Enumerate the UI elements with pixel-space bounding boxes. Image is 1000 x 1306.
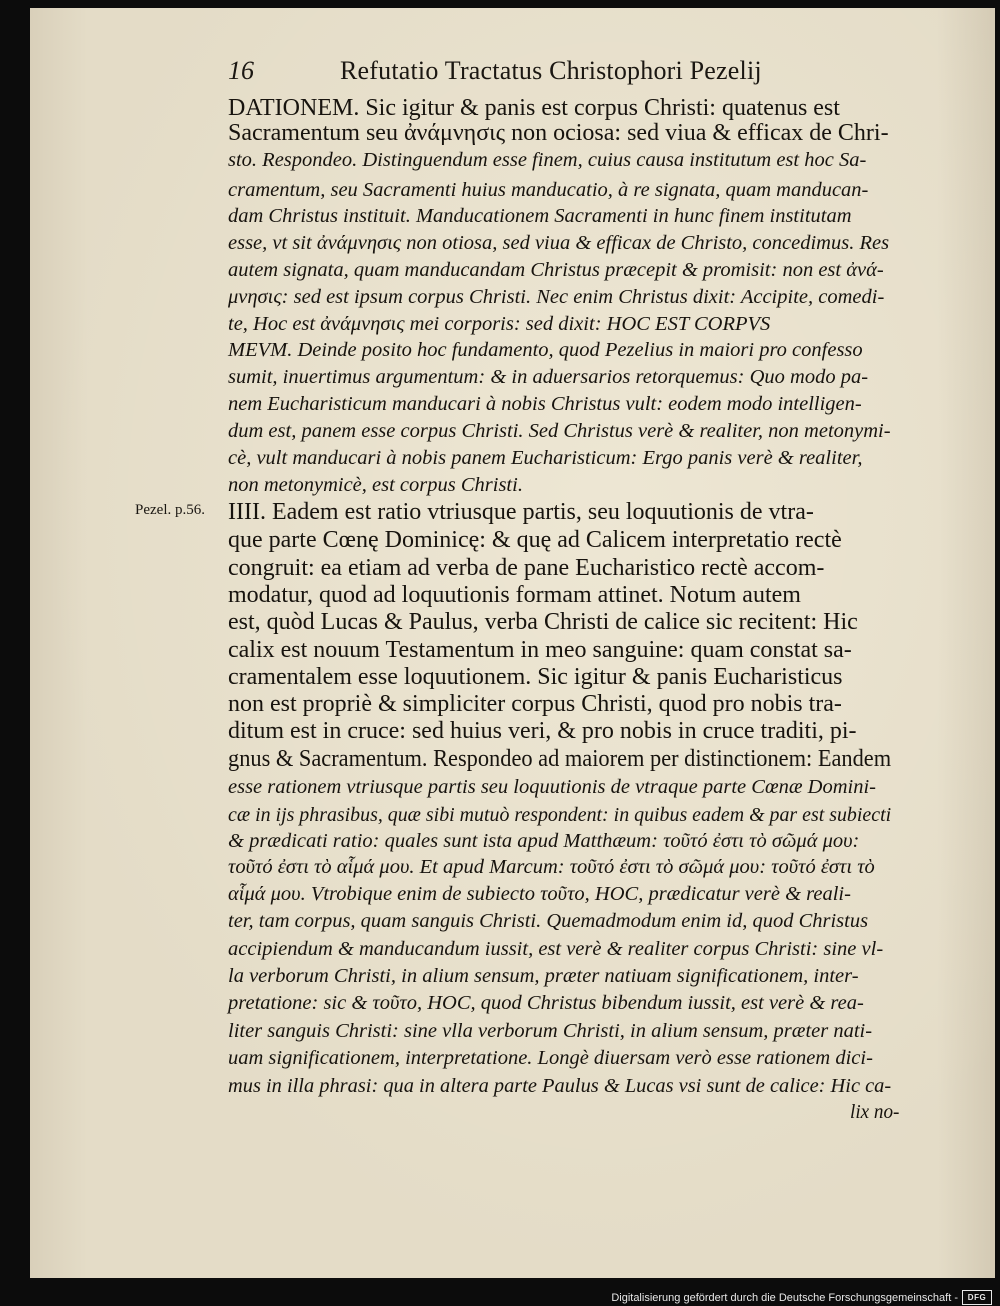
text-line: & prædicati ratio: quales sunt ista apud Matthæum: τοῦτό ἐστι τὸ σῶμά μου:: [228, 830, 860, 852]
text-line: cæ in ijs phrasibus, quæ sibi mutuò respondent: in quibus eadem & par est subiecti: [228, 804, 892, 826]
text-line: ter, tam corpus, quam sanguis Christi. Quemadmodum enim id, quod Christus: [228, 910, 869, 932]
text-line: esse rationem vtriusque partis seu loquutionis de vtraque parte Cœnæ Domini-: [228, 776, 876, 798]
text-line: dum est, panem esse corpus Christi. Sed Christus verè & realiter, non metonymi-: [228, 420, 891, 442]
text-line: μνησις: sed est ipsum corpus Christi. Nec enim Christus dixit: Accipite, comedi-: [228, 286, 885, 308]
text-line: esse, vt sit ἀνάμνησις non otiosa, sed viua & efficax de Christo, concedimus. Res: [228, 232, 890, 254]
text-line: sto. Respondeo. Distinguendum esse finem, cuius causa institutum est hoc Sa-: [228, 149, 867, 171]
dfg-logo: DFG: [962, 1290, 992, 1305]
text-line: non est propriè & simpliciter corpus Christi, quod pro nobis tra-: [228, 691, 842, 717]
text-line: gnus & Sacramentum. Respondeo ad maiorem per distinctionem: Eandem: [228, 746, 892, 772]
text-line: non metonymicè, est corpus Christi.: [228, 474, 523, 496]
text-line: cramentalem esse loquutionem. Sic igitur & panis Eucharisticus: [228, 664, 843, 690]
page-number: 16: [228, 56, 254, 85]
text-line: pretatione: sic & τοῦτο, HOC, quod Christus bibendum iussit, est verè & rea-: [228, 992, 864, 1014]
text-line: accipiendum & manducandum iussit, est verè & realiter corpus Christi: sine vl-: [228, 938, 884, 960]
text-line: uam significationem, interpretatione. Longè diuersam verò esse rationem dici-: [228, 1047, 873, 1069]
text-line: est, quòd Lucas & Paulus, verba Christi de calice sic recitent: Hic: [228, 609, 858, 635]
text-line: liter sanguis Christi: sine vlla verborum Christi, in alium sensum, præter nati-: [228, 1020, 873, 1042]
text-line: que parte Cœnę Dominicę: & quę ad Calicem interpretatio rectè: [228, 527, 842, 553]
text-line: MEVM. Deinde posito hoc fundamento, quod Pezelius in maiori pro confesso: [228, 339, 863, 361]
text-line: congruit: ea etiam ad verba de pane Eucharistico rectè accom-: [228, 555, 825, 581]
text-line: autem signata, quam manducandam Christus præcepit & promisit: non est ἀνά-: [228, 259, 884, 281]
text-line: IIII. Eadem est ratio vtriusque partis, seu loquutionis de vtra-: [228, 499, 814, 525]
text-line: calix est nouum Testamentum in meo sanguine: quam constat sa-: [228, 637, 852, 663]
text-line: αἷμά μου. Vtrobique enim de subiecto τοῦτο, HOC, prædicatur verè & reali-: [228, 883, 851, 905]
text-line: cramentum, seu Sacramenti huius manducatio, à re signata, quam manducan-: [228, 179, 869, 201]
text-line: cè, vult manducari à nobis panem Eucharisticum: Ergo panis verè & realiter,: [228, 447, 863, 469]
text-line: nem Eucharisticum manducari à nobis Christus vult: eodem modo intelligen-: [228, 393, 862, 415]
text-line: dam Christus instituit. Manducationem Sacramenti in hunc finem institutam: [228, 205, 852, 227]
page-header: [228, 54, 788, 88]
text-line: la verborum Christi, in alium sensum, præter natiuam significationem, inter-: [228, 965, 859, 987]
margin-note: Pezel. p.56.: [135, 502, 205, 518]
funding-credit: Digitalisierung gefördert durch die Deutsche Forschungsgemeinschaft -: [611, 1292, 958, 1304]
text-line: te, Hoc est ἀνάμνησις mei corporis: sed dixit: HOC EST CORPVS: [228, 313, 771, 335]
text-line: mus in illa phrasi: qua in altera parte Paulus & Lucas vsi sunt de calice: Hic ca-: [228, 1075, 892, 1097]
text-line: τοῦτό ἐστι τὸ αἷμά μου. Et apud Marcum: τοῦτό ἐστι τὸ σῶμά μου: τοῦτό ἐστι τὸ: [228, 856, 875, 878]
text-line: sumit, inuertimus argumentum: & in aduersarios retorquemus: Quo modo pa-: [228, 366, 869, 388]
text-line: ditum est in cruce: sed huius veri, & pro nobis in cruce traditi, pi-: [228, 718, 857, 744]
text-line: modatur, quod ad loquutionis formam attinet. Notum autem: [228, 582, 801, 608]
running-title: Refutatio Tractatus Christophori Pezelij: [340, 56, 762, 85]
text-line: DATIONEM. Sic igitur & panis est corpus Christi: quatenus est: [228, 95, 840, 121]
text-line: lix no-: [850, 1101, 900, 1123]
text-line: Sacramentum seu ἀνάμνησις non ociosa: sed viua & efficax de Chri-: [228, 120, 889, 146]
